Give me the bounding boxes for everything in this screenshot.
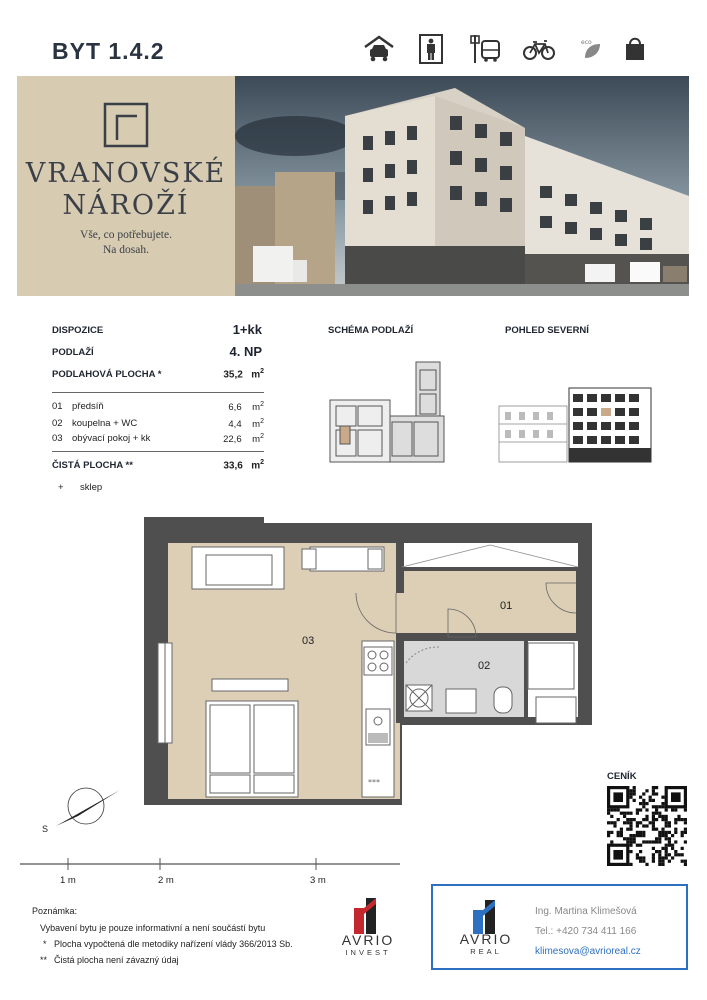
- floor-area-value: [200, 368, 264, 380]
- avrio-invest-name: AVRIO: [341, 932, 395, 948]
- brand-tagline-line2: Na dosah.: [103, 244, 149, 256]
- room-area-unit-sup: 2: [260, 433, 264, 440]
- note-star-2: **: [40, 955, 48, 965]
- brand-name-line1: VRANOVSKÉ: [25, 158, 227, 189]
- divider: [52, 392, 264, 393]
- room-area-number: 6,6: [228, 402, 242, 414]
- room-area-unit: m: [252, 419, 261, 431]
- contact-email-link[interactable]: klimesova@avrioreal.cz: [535, 946, 641, 957]
- room-number: 03: [52, 433, 63, 444]
- floor-scheme-diagram: [326, 358, 446, 466]
- notes-title: Poznámka:: [32, 906, 78, 916]
- floor-scheme-title: SCHÉMA PODLAŽÍ: [328, 325, 414, 336]
- svg-text:***: ***: [368, 778, 380, 787]
- room-name: předsíň: [72, 401, 104, 412]
- avrio-real-name: AVRIO: [459, 931, 513, 947]
- disposition-label: DISPOZICE: [52, 325, 104, 336]
- divider: [52, 451, 264, 452]
- room-label-02: 02: [478, 660, 491, 672]
- compass-south-label: S: [42, 824, 49, 834]
- note-line-1: Vybavení bytu je pouze informativní a není součástí bytu: [40, 923, 266, 933]
- avrio-real-logo-icon: [471, 900, 501, 934]
- shopping-bag-icon: [618, 32, 652, 66]
- net-area-value: [200, 459, 264, 471]
- floor-area-unit: m: [251, 369, 261, 381]
- floor-value: 4. NP: [229, 344, 262, 359]
- contact-card: [431, 884, 688, 970]
- disposition-value: 1+kk: [232, 322, 262, 337]
- avrio-real-sub: REAL: [470, 947, 502, 956]
- room-number: 01: [52, 401, 63, 412]
- room-label-03: 03: [302, 635, 315, 647]
- compass-icon: [48, 782, 128, 834]
- room-area-unit: m: [252, 402, 261, 414]
- room-number: 02: [52, 418, 63, 429]
- net-area-number: 33,6: [223, 460, 243, 472]
- extra-plus: +: [58, 482, 64, 493]
- note-star-1: *: [43, 939, 47, 949]
- building-rendering: [235, 76, 689, 296]
- room-area: [196, 401, 264, 413]
- room-area-unit-sup: 2: [260, 401, 264, 408]
- brand-panel: [17, 76, 235, 296]
- room-label-01: 01: [500, 600, 513, 612]
- scale-bar: [20, 858, 420, 872]
- avrio-invest-sub: INVEST: [345, 948, 391, 957]
- note-line-2: Plocha vypočtená dle metodiky nařízení vlády 366/2013 Sb.: [54, 939, 293, 949]
- north-view-title: POHLED SEVERNÍ: [505, 325, 589, 336]
- net-area-unit-sup: 2: [260, 459, 264, 466]
- contact-name: Ing. Martina Klimešová: [535, 906, 637, 917]
- note-line-3: Čistá plocha není závazný údaj: [54, 955, 179, 965]
- net-area-unit: m: [251, 460, 261, 472]
- room-area: [196, 433, 264, 445]
- north-view-diagram: [497, 384, 655, 464]
- room-area-number: 4,4: [228, 419, 242, 431]
- floor-plan: [140, 513, 600, 813]
- bus-stop-icon: [468, 32, 502, 66]
- room-area-number: 22,6: [223, 434, 242, 446]
- room-area-unit-sup: 2: [260, 418, 264, 425]
- scale-label-1m: 1 m: [60, 875, 76, 886]
- eco-icon: [575, 32, 609, 66]
- scale-label-2m: 2 m: [158, 875, 174, 886]
- brand-name-line2: NÁROŽÍ: [62, 190, 190, 221]
- floor-area-unit-sup: 2: [260, 368, 264, 375]
- avrio-invest-logo-icon: [352, 898, 382, 934]
- apartment-title: BYT 1.4.2: [52, 38, 165, 64]
- price-list-label: CENÍK: [607, 771, 637, 782]
- room-area-unit: m: [252, 434, 261, 446]
- floor-label: PODLAŽÍ: [52, 347, 94, 358]
- hero-banner: [17, 76, 689, 296]
- bicycle-icon: [522, 32, 556, 66]
- contact-phone[interactable]: Tel.: +420 734 411 166: [535, 926, 637, 937]
- brand-tagline-line1: Vše, co potřebujete.: [80, 229, 172, 241]
- room-area: [196, 418, 264, 430]
- brand-logo-icon: [103, 102, 149, 148]
- scale-label-3m: 3 m: [310, 875, 326, 886]
- eco-label: eco: [581, 39, 592, 46]
- room-name: obývací pokoj + kk: [72, 433, 151, 444]
- extra-cellar: sklep: [80, 482, 103, 493]
- floor-area-label: PODLAHOVÁ PLOCHA *: [52, 369, 162, 380]
- net-area-label: ČISTÁ PLOCHA **: [52, 460, 133, 471]
- floor-area-number: 35,2: [223, 369, 243, 381]
- room-name: koupelna + WC: [72, 418, 138, 429]
- elevator-icon: [414, 32, 448, 66]
- price-qr-code[interactable]: [607, 786, 687, 866]
- car-icon: [362, 32, 396, 66]
